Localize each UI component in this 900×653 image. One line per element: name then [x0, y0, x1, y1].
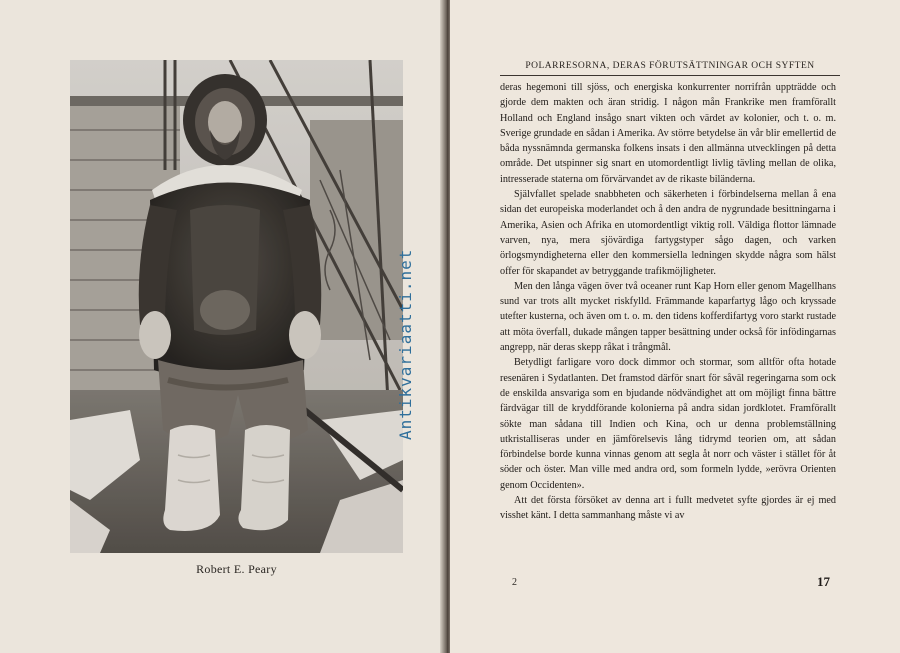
- portrait-photo: [70, 60, 403, 553]
- left-page: [0, 0, 446, 653]
- body-text: [500, 80, 836, 570]
- paragraph: Att det första försöket av denna art i fullt medvetet syfte gjordes är ej med visshet känt. I detta sammanhang måste vi av: [500, 495, 836, 522]
- photo-caption: Robert E. Peary: [196, 562, 277, 576]
- header-rule: [500, 75, 840, 76]
- photo-illustration: [70, 60, 403, 553]
- running-head: POLARRESORNA, DERAS FÖRUTSÄTTNINGAR OCH SYFTEN: [525, 61, 815, 71]
- paragraph: Betydligt farligare voro dock dimmor och stormar, som alltför ofta hotade resenären i Sydatlanten. Det framstod därför snart för såväl regeringarna som ock de enskilda ansvariga som en bjudande nödvändighet att om möjligt finna bättre färdvägar till de kryddförande kolonierna på andra sidan jordklotet. Framförallt sökte man sådana till Indien och Kina, och ur denna problemställning utkristalliseras under en jämförelsevis lång tidrymd teorien om, att sådan förbindelse borde kunna vinnas genom att segla åt norr och väster i stället för åt söder och öster. Man ville med andra ord, som formeln lydde, »erövra Orienten genom Occidenten».: [500, 357, 836, 491]
- paragraph: Men den långa vägen över två oceaner runt Kap Horn eller genom Magellhans sund var trots allt mycket riskfylld. Främmande kaparfartyg lågo och kryssade utefter kusterna, och även om t. o. m. den tidens kofferdifartyg voro starkt rustade att möta överfall, dukade mången tapper besättning under också för infödingarnas angrepp, när deras skepp råkat i trångmål.: [500, 280, 836, 354]
- signature-mark: 2: [512, 577, 517, 588]
- paragraph: Självfallet spelade snabbheten och säkerheten i förbindelserna mellan å ena sidan det europeiska moderlandet och å den andra de nygrundade besittningarna i Amerika, Asien och Afrika en utomordentligt viktig roll. Väldiga flottor lämnade varven, nya, mera sjövärdiga fartygstyper sågo dagen, och varken örlogsmyndigheterna eller den kommersiella ledningen skydde några som hälst offer för skapandet av betryggande trafikmöjligheter.: [500, 189, 836, 277]
- watermark-text: Antikvariaatti.net: [396, 248, 415, 440]
- paragraph: deras hegemoni till sjöss, och energiska konkurrenter norrifrån uppträdde och gjorde dem makten och äran stridig. I någon mån Frankrike men framförallt Holland och England insågo snart vikten och värdet av kolonier, och t. o. m. Sverige grundade en sådan i Amerika. Av större betydelse än vår blir emellertid de båda nyssnämnda germanska folkens insats i den allmänna utvecklingen på detta område. Det utspinner sig snart en utomordentligt livlig tävling mellan de olika, intresserade staterna om förvärvandet av de rikaste biländerna.: [500, 82, 836, 185]
- page-number: 17: [817, 574, 830, 589]
